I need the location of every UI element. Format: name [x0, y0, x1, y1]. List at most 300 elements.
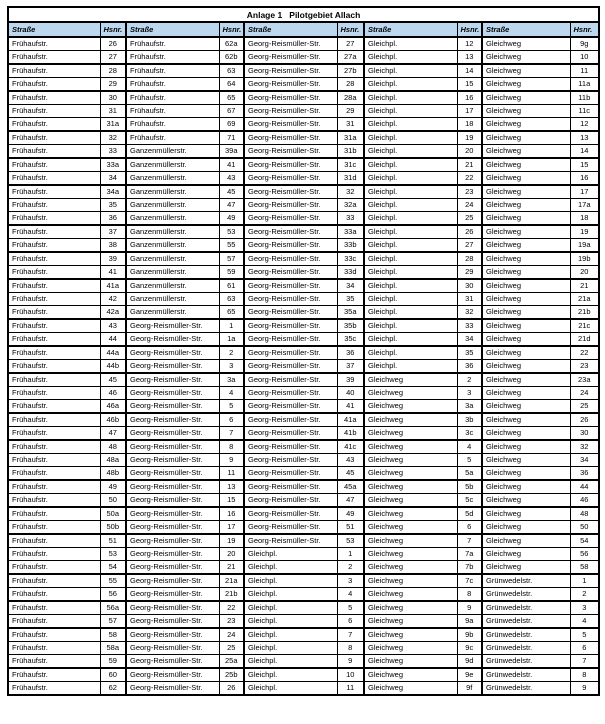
hsnr-cell: 50 — [570, 521, 599, 535]
street-cell: Frühaufstr. — [8, 642, 100, 655]
hsnr-cell: 12 — [570, 118, 599, 132]
hsnr-cell: 33c — [337, 252, 364, 266]
hsnr-cell: 7 — [337, 628, 364, 642]
street-cell: Georg-Reismüller-Str. — [126, 480, 219, 494]
street-cell: Gleichpl. — [364, 212, 457, 226]
hsnr-cell: 9 — [457, 601, 482, 615]
hsnr-cell: 27b — [337, 64, 364, 78]
street-cell: Gleichpl. — [244, 601, 337, 615]
hsnr-cell: 48a — [100, 454, 126, 467]
street-cell: Gleichweg — [364, 480, 457, 494]
street-cell: Frühaufstr. — [8, 306, 100, 320]
street-cell: Gleichweg — [364, 373, 457, 387]
hsnr-cell: 39a — [219, 145, 244, 159]
street-cell: Gleichweg — [482, 78, 570, 92]
hsnr-cell: 32 — [570, 440, 599, 454]
street-cell: Georg-Reismüller-Str. — [244, 78, 337, 92]
street-cell: Gleichpl. — [364, 360, 457, 374]
street-cell: Gleichweg — [482, 521, 570, 535]
hsnr-cell: 56a — [100, 601, 126, 615]
hsnr-cell: 44a — [100, 346, 126, 360]
street-cell: Ganzenmüllerstr. — [126, 239, 219, 253]
hsnr-cell: 30 — [570, 427, 599, 441]
table-row — [8, 360, 599, 374]
hsnr-cell: 25a — [219, 655, 244, 669]
hsnr-cell: 4 — [570, 615, 599, 629]
street-cell: Gleichweg — [482, 387, 570, 400]
hsnr-cell: 25 — [457, 212, 482, 226]
table-row — [8, 655, 599, 669]
hsnr-cell: 56 — [570, 548, 599, 561]
hsnr-cell: 20 — [219, 548, 244, 561]
street-cell: Gleichweg — [364, 574, 457, 588]
hsnr-cell: 45 — [337, 467, 364, 481]
hsnr-cell: 53 — [337, 534, 364, 548]
hsnr-cell: 2 — [219, 346, 244, 360]
hsnr-cell: 29 — [457, 266, 482, 280]
hsnr-cell: 23 — [570, 360, 599, 374]
hsnr-cell: 31b — [337, 145, 364, 159]
street-cell: Gleichpl. — [364, 319, 457, 333]
street-cell: Gleichweg — [482, 319, 570, 333]
street-cell: Georg-Reismüller-Str. — [244, 252, 337, 266]
table-row — [8, 548, 599, 561]
hsnr-cell: 19a — [570, 239, 599, 253]
hsnr-cell: 5 — [337, 601, 364, 615]
street-cell: Gleichpl. — [364, 105, 457, 118]
hsnr-cell: 7c — [457, 574, 482, 588]
hsnr-cell: 34 — [570, 454, 599, 467]
street-cell: Ganzenmüllerstr. — [126, 212, 219, 226]
street-cell: Georg-Reismüller-Str. — [244, 387, 337, 400]
hsnr-cell: 3b — [457, 413, 482, 427]
table-row — [8, 454, 599, 467]
street-cell: Gleichweg — [482, 333, 570, 347]
header-row — [8, 22, 599, 37]
hsnr-cell: 26 — [219, 682, 244, 696]
hsnr-cell: 18 — [570, 212, 599, 226]
street-cell: Georg-Reismüller-Str. — [126, 454, 219, 467]
street-cell: Georg-Reismüller-Str. — [244, 373, 337, 387]
hsnr-cell: 10 — [570, 51, 599, 65]
hsnr-cell: 19b — [570, 252, 599, 266]
street-cell: Georg-Reismüller-Str. — [244, 199, 337, 212]
hsnr-cell: 7 — [570, 655, 599, 669]
street-cell: Frühaufstr. — [8, 91, 100, 105]
table-row — [8, 373, 599, 387]
street-cell: Gleichweg — [364, 387, 457, 400]
street-cell: Gleichweg — [482, 239, 570, 253]
street-cell: Gleichpl. — [364, 346, 457, 360]
table-row — [8, 601, 599, 615]
table-row — [8, 199, 599, 212]
hsnr-cell: 31 — [457, 293, 482, 306]
street-cell: Gleichweg — [482, 279, 570, 293]
street-cell: Frühaufstr. — [126, 131, 219, 145]
hsnr-cell: 29 — [337, 105, 364, 118]
street-cell: Gleichweg — [364, 534, 457, 548]
hsnr-cell: 51 — [337, 521, 364, 535]
column-header-strasse: Straße — [364, 22, 457, 37]
hsnr-cell: 53 — [100, 548, 126, 561]
hsnr-cell: 57 — [219, 252, 244, 266]
table-row — [8, 319, 599, 333]
street-cell: Frühaufstr. — [8, 51, 100, 65]
street-cell: Georg-Reismüller-Str. — [244, 306, 337, 320]
hsnr-cell: 37 — [100, 225, 126, 239]
hsnr-cell: 9c — [457, 642, 482, 655]
hsnr-cell: 9f — [457, 682, 482, 696]
street-cell: Gleichweg — [364, 521, 457, 535]
hsnr-cell: 33 — [100, 145, 126, 159]
street-cell: Georg-Reismüller-Str. — [126, 346, 219, 360]
hsnr-cell: 8 — [219, 440, 244, 454]
street-cell: Georg-Reismüller-Str. — [244, 319, 337, 333]
table-row — [8, 64, 599, 78]
table-row — [8, 615, 599, 629]
hsnr-cell: 9 — [570, 682, 599, 696]
street-cell: Gleichpl. — [364, 64, 457, 78]
street-cell: Georg-Reismüller-Str. — [126, 534, 219, 548]
hsnr-cell: 31 — [100, 105, 126, 118]
street-cell: Georg-Reismüller-Str. — [244, 507, 337, 521]
street-cell: Frühaufstr. — [8, 507, 100, 521]
street-cell: Gleichweg — [482, 172, 570, 186]
hsnr-cell: 4 — [219, 387, 244, 400]
hsnr-cell: 47 — [219, 199, 244, 212]
hsnr-cell: 58 — [570, 561, 599, 575]
street-cell: Frühaufstr. — [8, 521, 100, 535]
street-cell: Ganzenmüllerstr. — [126, 279, 219, 293]
hsnr-cell: 2 — [337, 561, 364, 575]
street-cell: Gleichweg — [482, 212, 570, 226]
street-cell: Georg-Reismüller-Str. — [244, 333, 337, 347]
street-cell: Frühaufstr. — [8, 212, 100, 226]
hsnr-cell: 48b — [100, 467, 126, 481]
street-cell: Ganzenmüllerstr. — [126, 293, 219, 306]
hsnr-cell: 19 — [457, 131, 482, 145]
street-cell: Grünwedelstr. — [482, 574, 570, 588]
street-cell: Ganzenmüllerstr. — [126, 306, 219, 320]
street-cell: Grünwedelstr. — [482, 628, 570, 642]
street-cell: Georg-Reismüller-Str. — [126, 413, 219, 427]
street-cell: Frühaufstr. — [8, 105, 100, 118]
street-cell: Frühaufstr. — [8, 172, 100, 186]
address-table — [7, 6, 600, 696]
hsnr-cell: 16 — [570, 172, 599, 186]
street-cell: Gleichpl. — [244, 628, 337, 642]
street-cell: Georg-Reismüller-Str. — [244, 212, 337, 226]
table-row — [8, 346, 599, 360]
street-cell: Frühaufstr. — [8, 668, 100, 682]
hsnr-cell: 11 — [219, 467, 244, 481]
street-cell: Gleichweg — [482, 360, 570, 374]
column-header-hsnr: Hsnr. — [570, 22, 599, 37]
hsnr-cell: 17 — [457, 105, 482, 118]
hsnr-cell: 35 — [457, 346, 482, 360]
street-cell: Gleichweg — [482, 158, 570, 172]
street-cell: Frühaufstr. — [8, 118, 100, 132]
hsnr-cell: 26 — [100, 37, 126, 51]
street-cell: Georg-Reismüller-Str. — [244, 413, 337, 427]
street-cell: Gleichweg — [364, 615, 457, 629]
hsnr-cell: 3 — [219, 360, 244, 374]
hsnr-cell: 19 — [570, 225, 599, 239]
street-cell: Gleichpl. — [364, 293, 457, 306]
street-cell: Georg-Reismüller-Str. — [126, 360, 219, 374]
hsnr-cell: 21 — [457, 158, 482, 172]
street-cell: Georg-Reismüller-Str. — [244, 185, 337, 199]
hsnr-cell: 46 — [570, 494, 599, 508]
street-cell: Georg-Reismüller-Str. — [126, 373, 219, 387]
hsnr-cell: 64 — [219, 78, 244, 92]
street-cell: Ganzenmüllerstr. — [126, 199, 219, 212]
street-cell: Gleichpl. — [364, 91, 457, 105]
street-cell: Gleichpl. — [364, 118, 457, 132]
hsnr-cell: 15 — [570, 158, 599, 172]
hsnr-cell: 21 — [570, 279, 599, 293]
hsnr-cell: 4 — [337, 588, 364, 602]
table-row — [8, 131, 599, 145]
street-cell: Frühaufstr. — [8, 601, 100, 615]
street-cell: Georg-Reismüller-Str. — [126, 655, 219, 669]
table-row — [8, 642, 599, 655]
street-cell: Frühaufstr. — [126, 105, 219, 118]
street-cell: Georg-Reismüller-Str. — [244, 293, 337, 306]
street-cell: Gleichweg — [482, 467, 570, 481]
street-cell: Gleichweg — [482, 225, 570, 239]
column-header-hsnr: Hsnr. — [219, 22, 244, 37]
table-row — [8, 668, 599, 682]
street-cell: Georg-Reismüller-Str. — [126, 561, 219, 575]
hsnr-cell: 9a — [457, 615, 482, 629]
table-row — [8, 534, 599, 548]
hsnr-cell: 10 — [337, 668, 364, 682]
street-cell: Gleichpl. — [364, 172, 457, 186]
hsnr-cell: 60 — [100, 668, 126, 682]
street-cell: Georg-Reismüller-Str. — [244, 91, 337, 105]
street-cell: Frühaufstr. — [126, 51, 219, 65]
street-cell: Frühaufstr. — [8, 454, 100, 467]
hsnr-cell: 65 — [219, 306, 244, 320]
street-cell: Frühaufstr. — [8, 64, 100, 78]
street-cell: Georg-Reismüller-Str. — [126, 574, 219, 588]
hsnr-cell: 36 — [457, 360, 482, 374]
column-header-hsnr: Hsnr. — [457, 22, 482, 37]
street-cell: Gleichweg — [482, 118, 570, 132]
table-row — [8, 507, 599, 521]
hsnr-cell: 21a — [570, 293, 599, 306]
hsnr-cell: 49 — [100, 480, 126, 494]
street-cell: Gleichweg — [482, 306, 570, 320]
hsnr-cell: 41 — [100, 266, 126, 280]
street-cell: Georg-Reismüller-Str. — [126, 494, 219, 508]
street-cell: Grünwedelstr. — [482, 642, 570, 655]
hsnr-cell: 27a — [337, 51, 364, 65]
street-cell: Georg-Reismüller-Str. — [244, 494, 337, 508]
hsnr-cell: 33d — [337, 266, 364, 280]
hsnr-cell: 36 — [570, 467, 599, 481]
table-row — [8, 480, 599, 494]
street-cell: Frühaufstr. — [126, 37, 219, 51]
hsnr-cell: 18 — [457, 118, 482, 132]
street-cell: Gleichpl. — [244, 642, 337, 655]
hsnr-cell: 1 — [337, 548, 364, 561]
hsnr-cell: 45 — [219, 185, 244, 199]
street-cell: Gleichpl. — [364, 306, 457, 320]
street-cell: Georg-Reismüller-Str. — [244, 131, 337, 145]
table-row — [8, 279, 599, 293]
street-cell: Ganzenmüllerstr. — [126, 145, 219, 159]
hsnr-cell: 26 — [457, 225, 482, 239]
hsnr-cell: 58 — [100, 628, 126, 642]
hsnr-cell: 41b — [337, 427, 364, 441]
street-cell: Georg-Reismüller-Str. — [244, 145, 337, 159]
street-cell: Gleichpl. — [364, 37, 457, 51]
street-cell: Frühaufstr. — [126, 91, 219, 105]
street-cell: Gleichweg — [482, 534, 570, 548]
street-cell: Frühaufstr. — [126, 78, 219, 92]
street-cell: Ganzenmüllerstr. — [126, 172, 219, 186]
street-cell: Gleichpl. — [244, 548, 337, 561]
street-cell: Gleichweg — [364, 601, 457, 615]
hsnr-cell: 24 — [570, 387, 599, 400]
hsnr-cell: 13 — [570, 131, 599, 145]
hsnr-cell: 45 — [100, 373, 126, 387]
street-cell: Georg-Reismüller-Str. — [244, 239, 337, 253]
street-cell: Georg-Reismüller-Str. — [244, 105, 337, 118]
hsnr-cell: 33 — [337, 212, 364, 226]
table-row — [8, 158, 599, 172]
street-cell: Frühaufstr. — [8, 534, 100, 548]
hsnr-cell: 8 — [570, 668, 599, 682]
hsnr-cell: 23 — [219, 615, 244, 629]
hsnr-cell: 9e — [457, 668, 482, 682]
street-cell: Frühaufstr. — [8, 239, 100, 253]
table-row — [8, 440, 599, 454]
hsnr-cell: 44 — [100, 333, 126, 347]
street-cell: Gleichweg — [482, 252, 570, 266]
street-cell: Gleichpl. — [364, 158, 457, 172]
hsnr-cell: 9d — [457, 655, 482, 669]
hsnr-cell: 46b — [100, 413, 126, 427]
street-cell: Gleichweg — [364, 427, 457, 441]
hsnr-cell: 51 — [100, 534, 126, 548]
hsnr-cell: 59 — [100, 655, 126, 669]
street-cell: Ganzenmüllerstr. — [126, 158, 219, 172]
street-cell: Grünwedelstr. — [482, 588, 570, 602]
hsnr-cell: 11a — [570, 78, 599, 92]
column-header-strasse: Straße — [8, 22, 100, 37]
table-row — [8, 252, 599, 266]
table-row — [8, 105, 599, 118]
hsnr-cell: 21b — [570, 306, 599, 320]
hsnr-cell: 33a — [100, 158, 126, 172]
street-cell: Georg-Reismüller-Str. — [244, 360, 337, 374]
street-cell: Frühaufstr. — [8, 333, 100, 347]
table-row — [8, 172, 599, 186]
street-cell: Gleichweg — [482, 413, 570, 427]
hsnr-cell: 11c — [570, 105, 599, 118]
hsnr-cell: 14 — [457, 64, 482, 78]
hsnr-cell: 5 — [219, 400, 244, 414]
street-cell: Frühaufstr. — [8, 548, 100, 561]
street-cell: Georg-Reismüller-Str. — [244, 480, 337, 494]
hsnr-cell: 5a — [457, 467, 482, 481]
hsnr-cell: 9g — [570, 37, 599, 51]
hsnr-cell: 35b — [337, 319, 364, 333]
street-cell: Georg-Reismüller-Str. — [126, 387, 219, 400]
table-row — [8, 387, 599, 400]
hsnr-cell: 6 — [337, 615, 364, 629]
hsnr-cell: 4 — [457, 440, 482, 454]
hsnr-cell: 56 — [100, 588, 126, 602]
street-cell: Frühaufstr. — [8, 427, 100, 441]
hsnr-cell: 45a — [337, 480, 364, 494]
street-cell: Frühaufstr. — [8, 145, 100, 159]
hsnr-cell: 36 — [100, 212, 126, 226]
hsnr-cell: 16 — [457, 91, 482, 105]
street-cell: Gleichweg — [482, 427, 570, 441]
street-cell: Gleichpl. — [364, 131, 457, 145]
hsnr-cell: 35c — [337, 333, 364, 347]
hsnr-cell: 5b — [457, 480, 482, 494]
hsnr-cell: 47 — [337, 494, 364, 508]
street-cell: Ganzenmüllerstr. — [126, 185, 219, 199]
hsnr-cell: 28 — [457, 252, 482, 266]
street-cell: Gleichweg — [482, 400, 570, 414]
table-row — [8, 682, 599, 696]
column-header-strasse: Straße — [126, 22, 219, 37]
hsnr-cell: 35a — [337, 306, 364, 320]
street-cell: Gleichpl. — [244, 574, 337, 588]
hsnr-cell: 59 — [219, 266, 244, 280]
table-row — [8, 118, 599, 132]
table-row — [8, 145, 599, 159]
hsnr-cell: 33 — [457, 319, 482, 333]
street-cell: Georg-Reismüller-Str. — [126, 440, 219, 454]
hsnr-cell: 16 — [219, 507, 244, 521]
street-cell: Georg-Reismüller-Str. — [244, 467, 337, 481]
hsnr-cell: 5 — [457, 454, 482, 467]
street-cell: Gleichweg — [364, 628, 457, 642]
hsnr-cell: 1 — [219, 319, 244, 333]
hsnr-cell: 30 — [457, 279, 482, 293]
column-header-hsnr: Hsnr. — [337, 22, 364, 37]
table-row — [8, 333, 599, 347]
table-row — [8, 293, 599, 306]
hsnr-cell: 54 — [570, 534, 599, 548]
hsnr-cell: 50 — [100, 494, 126, 508]
hsnr-cell: 41 — [337, 400, 364, 414]
hsnr-cell: 24 — [457, 199, 482, 212]
hsnr-cell: 12 — [457, 37, 482, 51]
hsnr-cell: 20 — [457, 145, 482, 159]
street-cell: Frühaufstr. — [8, 561, 100, 575]
hsnr-cell: 26 — [570, 413, 599, 427]
street-cell: Gleichweg — [482, 51, 570, 65]
street-cell: Frühaufstr. — [8, 225, 100, 239]
street-cell: Gleichweg — [482, 131, 570, 145]
hsnr-cell: 50b — [100, 521, 126, 535]
hsnr-cell: 6 — [457, 521, 482, 535]
hsnr-cell: 9 — [219, 454, 244, 467]
street-cell: Gleichpl. — [244, 561, 337, 575]
street-cell: Frühaufstr. — [8, 293, 100, 306]
street-cell: Gleichpl. — [364, 239, 457, 253]
street-cell: Gleichweg — [482, 91, 570, 105]
hsnr-cell: 3 — [570, 601, 599, 615]
